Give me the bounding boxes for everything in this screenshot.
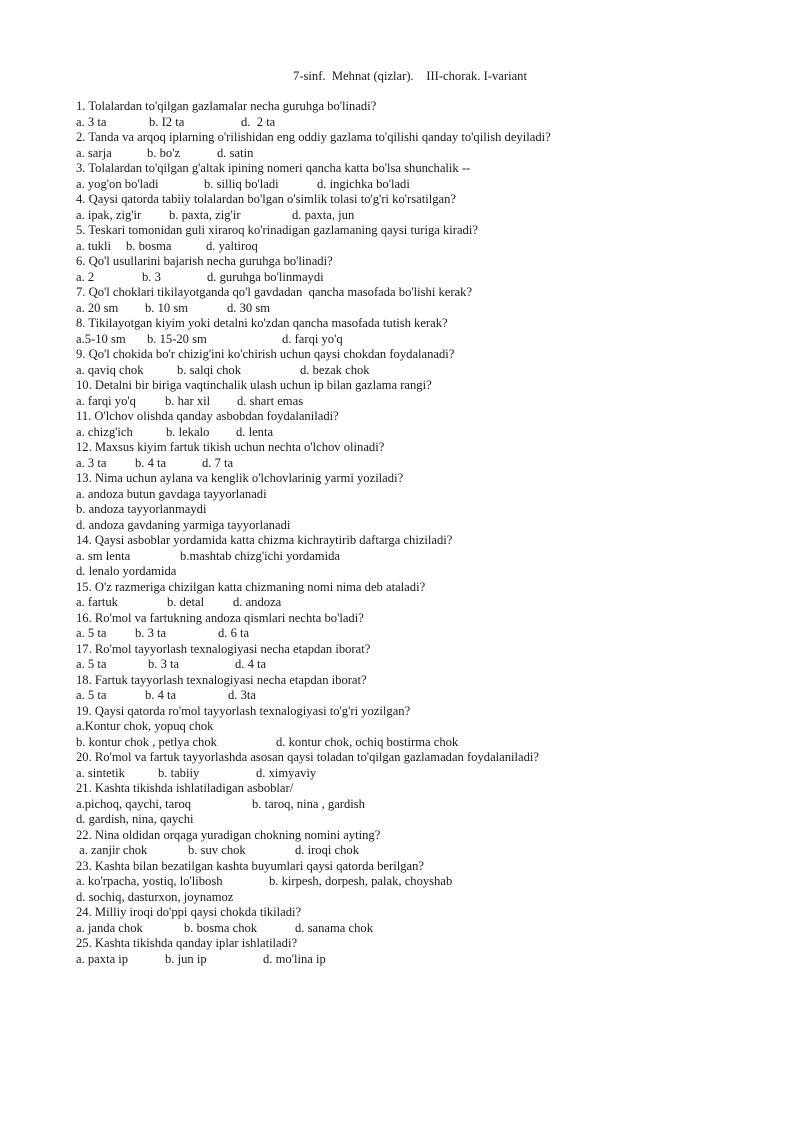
question-text: 19. Qaysi qatorda ro'mol tayyorlash texnalogiyasi to'g'ri yozilgan? <box>76 703 411 718</box>
answer-option: b. lekalo <box>166 424 210 439</box>
answer-option: b. andoza tayyorlanmaydi <box>76 502 207 516</box>
answer-options-row <box>76 332 776 348</box>
page-title: 7-sinf. Mehnat (qizlar). III-chorak. I-variant <box>293 69 527 83</box>
answer-option: d. paxta, jun <box>292 207 355 222</box>
answer-option: b. silliq bo'ladi <box>204 176 279 191</box>
answer-option: b. detal <box>167 595 205 609</box>
answer-option: d. bezak chok <box>300 362 370 377</box>
answer-option: b. bosma <box>126 238 172 253</box>
answer-option: a. ipak, zig'ir <box>76 207 142 222</box>
question-text: 12. Maxsus kiyim fartuk tikish uchun nechta o'lchov olinadi? <box>76 440 385 454</box>
question-text: 5. Teskari tomonidan guli xiraroq ko'rinadigan gazlamaning qaysi turiga kiradi? <box>76 223 478 237</box>
answer-option: b. jun ip <box>165 951 207 966</box>
answer-options-row <box>76 797 776 813</box>
answer-options-row <box>76 502 776 518</box>
answer-options-row <box>76 518 776 534</box>
answer-options-row <box>76 301 776 317</box>
question-text: 7. Qo'l choklari tikilayotganda qo'l gavdadan qancha masofada bo'lishi kerak? <box>76 285 473 299</box>
answer-option: a. 5 ta <box>76 657 107 671</box>
answer-option: d. mo'lina ip <box>263 951 326 966</box>
answer-option: b. bo'z <box>147 145 181 160</box>
answer-option: b. suv chok <box>188 843 246 857</box>
answer-option: a. 3 ta <box>76 455 107 470</box>
answer-option: b. 4 ta <box>145 688 177 702</box>
answer-option: a. 5 ta <box>76 626 107 640</box>
answer-option: d. 3ta <box>228 688 256 702</box>
answer-option: d. yaltiroq <box>206 238 258 253</box>
answer-option: b. bosma chok <box>184 920 258 935</box>
question-text: 13. Nima uchun aylana va kenglik o'lchovlarinig yarmi yoziladi? <box>76 471 404 485</box>
question-text: 25. Kashta tikishda qanday iplar ishlatiladi? <box>76 936 298 950</box>
answer-options-row <box>76 766 776 782</box>
answer-option: d. kontur chok, ochiq bostirma chok <box>276 734 459 749</box>
answer-option: b. paxta, zig'ir <box>169 207 241 222</box>
answer-option: a. zanjir chok <box>76 843 148 857</box>
question-text: 2. Tanda va arqoq iplarning o'rilishidan eng oddiy gazlama to'qilishi qanday to'qilish deyiladi? <box>76 130 551 144</box>
answer-option: b. I2 ta <box>149 114 185 129</box>
answer-option: a. farqi yo'q <box>76 393 136 408</box>
answer-options-row <box>76 921 776 937</box>
answer-option: a. chizg'ich <box>76 424 133 439</box>
answer-options-row <box>76 146 776 162</box>
question-text: 10. Detalni bir biriga vaqtinchalik ulash uchun ip bilan gazlama rangi? <box>76 378 432 392</box>
question-text: 11. O'lchov olishda qanday asbobdan foydalaniladi? <box>76 409 339 423</box>
question-text: 9. Qo'l chokida bo'r chizig'ini ko'chirish uchun qaysi chokdan foydalanadi? <box>76 347 455 361</box>
answer-options-row <box>76 270 776 286</box>
question-text: 17. Ro'mol tayyorlash texnalogiyasi necha etapdan iborat? <box>76 641 371 656</box>
answer-options-row <box>76 564 776 580</box>
answer-options-row <box>76 239 776 255</box>
answer-option: d. gardish, nina, qaychi <box>76 812 194 826</box>
answer-option: b. 4 ta <box>135 455 167 470</box>
question-text: 3. Tolalardan to'qilgan g'altak ipining nomeri qancha katta bo'lsa shunchalik -- <box>76 161 471 175</box>
answer-option: d. ingichka bo'ladi <box>317 176 410 191</box>
answer-option: a. qaviq chok <box>76 362 144 377</box>
answer-option: b. 15-20 sm <box>147 331 207 346</box>
answer-option: a. paxta ip <box>76 951 129 966</box>
answer-option: d. shart emas <box>237 393 304 408</box>
answer-options-row <box>76 719 776 735</box>
question-text: 20. Ro'mol va fartuk tayyorlashda asosan qaysi toladan to'qilgan gazlamadan foydalaniladi? <box>76 750 540 764</box>
question-text: 15. O'z razmeriga chizilgan katta chizmaning nomi nima deb ataladi? <box>76 579 426 594</box>
answer-option: b. taroq, nina , gardish <box>252 796 365 811</box>
answer-options-row <box>76 952 776 968</box>
answer-options-row <box>76 425 776 441</box>
question-text: 16. Ro'mol va fartukning andoza qismlari nechta bo'ladi? <box>76 610 364 625</box>
answer-option: d. 30 sm <box>227 300 271 315</box>
answer-option: b. 10 sm <box>145 300 189 315</box>
question-list <box>76 99 776 967</box>
answer-options-row <box>76 626 776 642</box>
answer-option: d. lenalo yordamida <box>76 564 177 578</box>
answer-option: d. ximyaviy <box>256 765 317 780</box>
answer-option: b. 3 ta <box>135 626 167 640</box>
answer-option: a. tukli <box>76 238 111 253</box>
answer-option: a. ko'rpacha, yostiq, lo'libosh <box>76 874 223 888</box>
answer-options-row <box>76 177 776 193</box>
answer-option: a. fartuk <box>76 595 118 609</box>
answer-options-row <box>76 456 776 472</box>
answer-option: d. 7 ta <box>202 455 234 470</box>
answer-option: d. guruhga bo'linmaydi <box>207 269 324 284</box>
answer-option: b. salqi chok <box>177 362 242 377</box>
answer-option: a. 2 <box>76 269 95 284</box>
answer-options-row <box>76 115 776 131</box>
question-text: 18. Fartuk tayyorlash texnalogiyasi necha etapdan iborat? <box>76 672 367 687</box>
answer-option: d. sanama chok <box>295 920 373 935</box>
answer-options-row <box>76 890 776 906</box>
answer-option: b. kontur chok , petlya chok <box>76 734 217 749</box>
answer-option: a. 20 sm <box>76 300 119 315</box>
answer-option: d. satin <box>217 145 254 160</box>
question-text: 23. Kashta bilan bezatilgan kashta buyumlari qaysi qatorda berilgan? <box>76 858 424 873</box>
answer-option: a.pichoq, qaychi, taroq <box>76 796 192 811</box>
answer-options-row <box>76 549 776 565</box>
answer-option: d. lenta <box>236 424 274 439</box>
answer-option: d. iroqi chok <box>295 843 360 857</box>
answer-options-row <box>76 487 776 503</box>
answer-options-row <box>76 735 776 751</box>
question-text: 4. Qaysi qatorda tabiiy tolalardan bo'lgan o'simlik tolasi to'g'ri ko'rsatilgan? <box>76 192 456 206</box>
answer-options-row <box>76 657 776 673</box>
answer-option: d. 4 ta <box>235 657 267 671</box>
answer-option: a. 3 ta <box>76 114 107 129</box>
answer-option: b. kirpesh, dorpesh, palak, choyshab <box>269 874 453 888</box>
answer-options-row <box>76 208 776 224</box>
answer-option: a. janda chok <box>76 920 143 935</box>
answer-option: d. 6 ta <box>218 626 250 640</box>
answer-option: a.Kontur chok, yopuq chok <box>76 719 214 733</box>
answer-options-row <box>76 688 776 704</box>
answer-option: d. andoza <box>233 595 282 609</box>
answer-option: d. 2 ta <box>241 114 276 129</box>
answer-option: b.mashtab chizg'ichi yordamida <box>180 548 340 563</box>
answer-option: a. sintetik <box>76 765 125 780</box>
question-text: 24. Milliy iroqi do'ppi qaysi chokda tikiladi? <box>76 905 302 919</box>
answer-options-row <box>76 812 776 828</box>
answer-option: a. 5 ta <box>76 688 107 702</box>
answer-options-row <box>76 363 776 379</box>
answer-option: a. yog'on bo'ladi <box>76 176 159 191</box>
answer-option: a. andoza butun gavdaga tayyorlanadi <box>76 486 267 501</box>
question-text: 1. Tolalardan to'qilgan gazlamalar necha guruhga bo'linadi? <box>76 99 377 113</box>
question-text: 21. Kashta tikishda ishlatiladigan asboblar/ <box>76 781 294 795</box>
answer-option: d. andoza gavdaning yarmiga tayyorlanadi <box>76 517 291 532</box>
answer-option: b. 3 <box>142 269 161 284</box>
answer-option: b. tabiiy <box>158 765 200 780</box>
answer-option: d. sochiq, dasturxon, joynamoz <box>76 889 234 904</box>
answer-option: d. farqi yo'q <box>282 331 343 346</box>
answer-options-row <box>76 843 776 859</box>
answer-options-row <box>76 595 776 611</box>
answer-option: a.5-10 sm <box>76 331 126 346</box>
answer-options-row <box>76 394 776 410</box>
question-text: 22. Nina oldidan orqaga yuradigan chokning nomini ayting? <box>76 827 381 842</box>
question-text: 14. Qaysi asboblar yordamida katta chizma kichraytirib daftarga chiziladi? <box>76 533 453 547</box>
question-text: 8. Tikilayotgan kiyim yoki detalni ko'zdan qancha masofada tutish kerak? <box>76 316 448 330</box>
question-text: 6. Qo'l usullarini bajarish necha guruhga bo'linadi? <box>76 254 333 268</box>
answer-option: a. sarja <box>76 145 112 160</box>
answer-options-row <box>76 874 776 890</box>
answer-option: b. har xil <box>165 393 211 408</box>
answer-option: a. sm lenta <box>76 548 131 563</box>
answer-option: b. 3 ta <box>148 657 180 671</box>
